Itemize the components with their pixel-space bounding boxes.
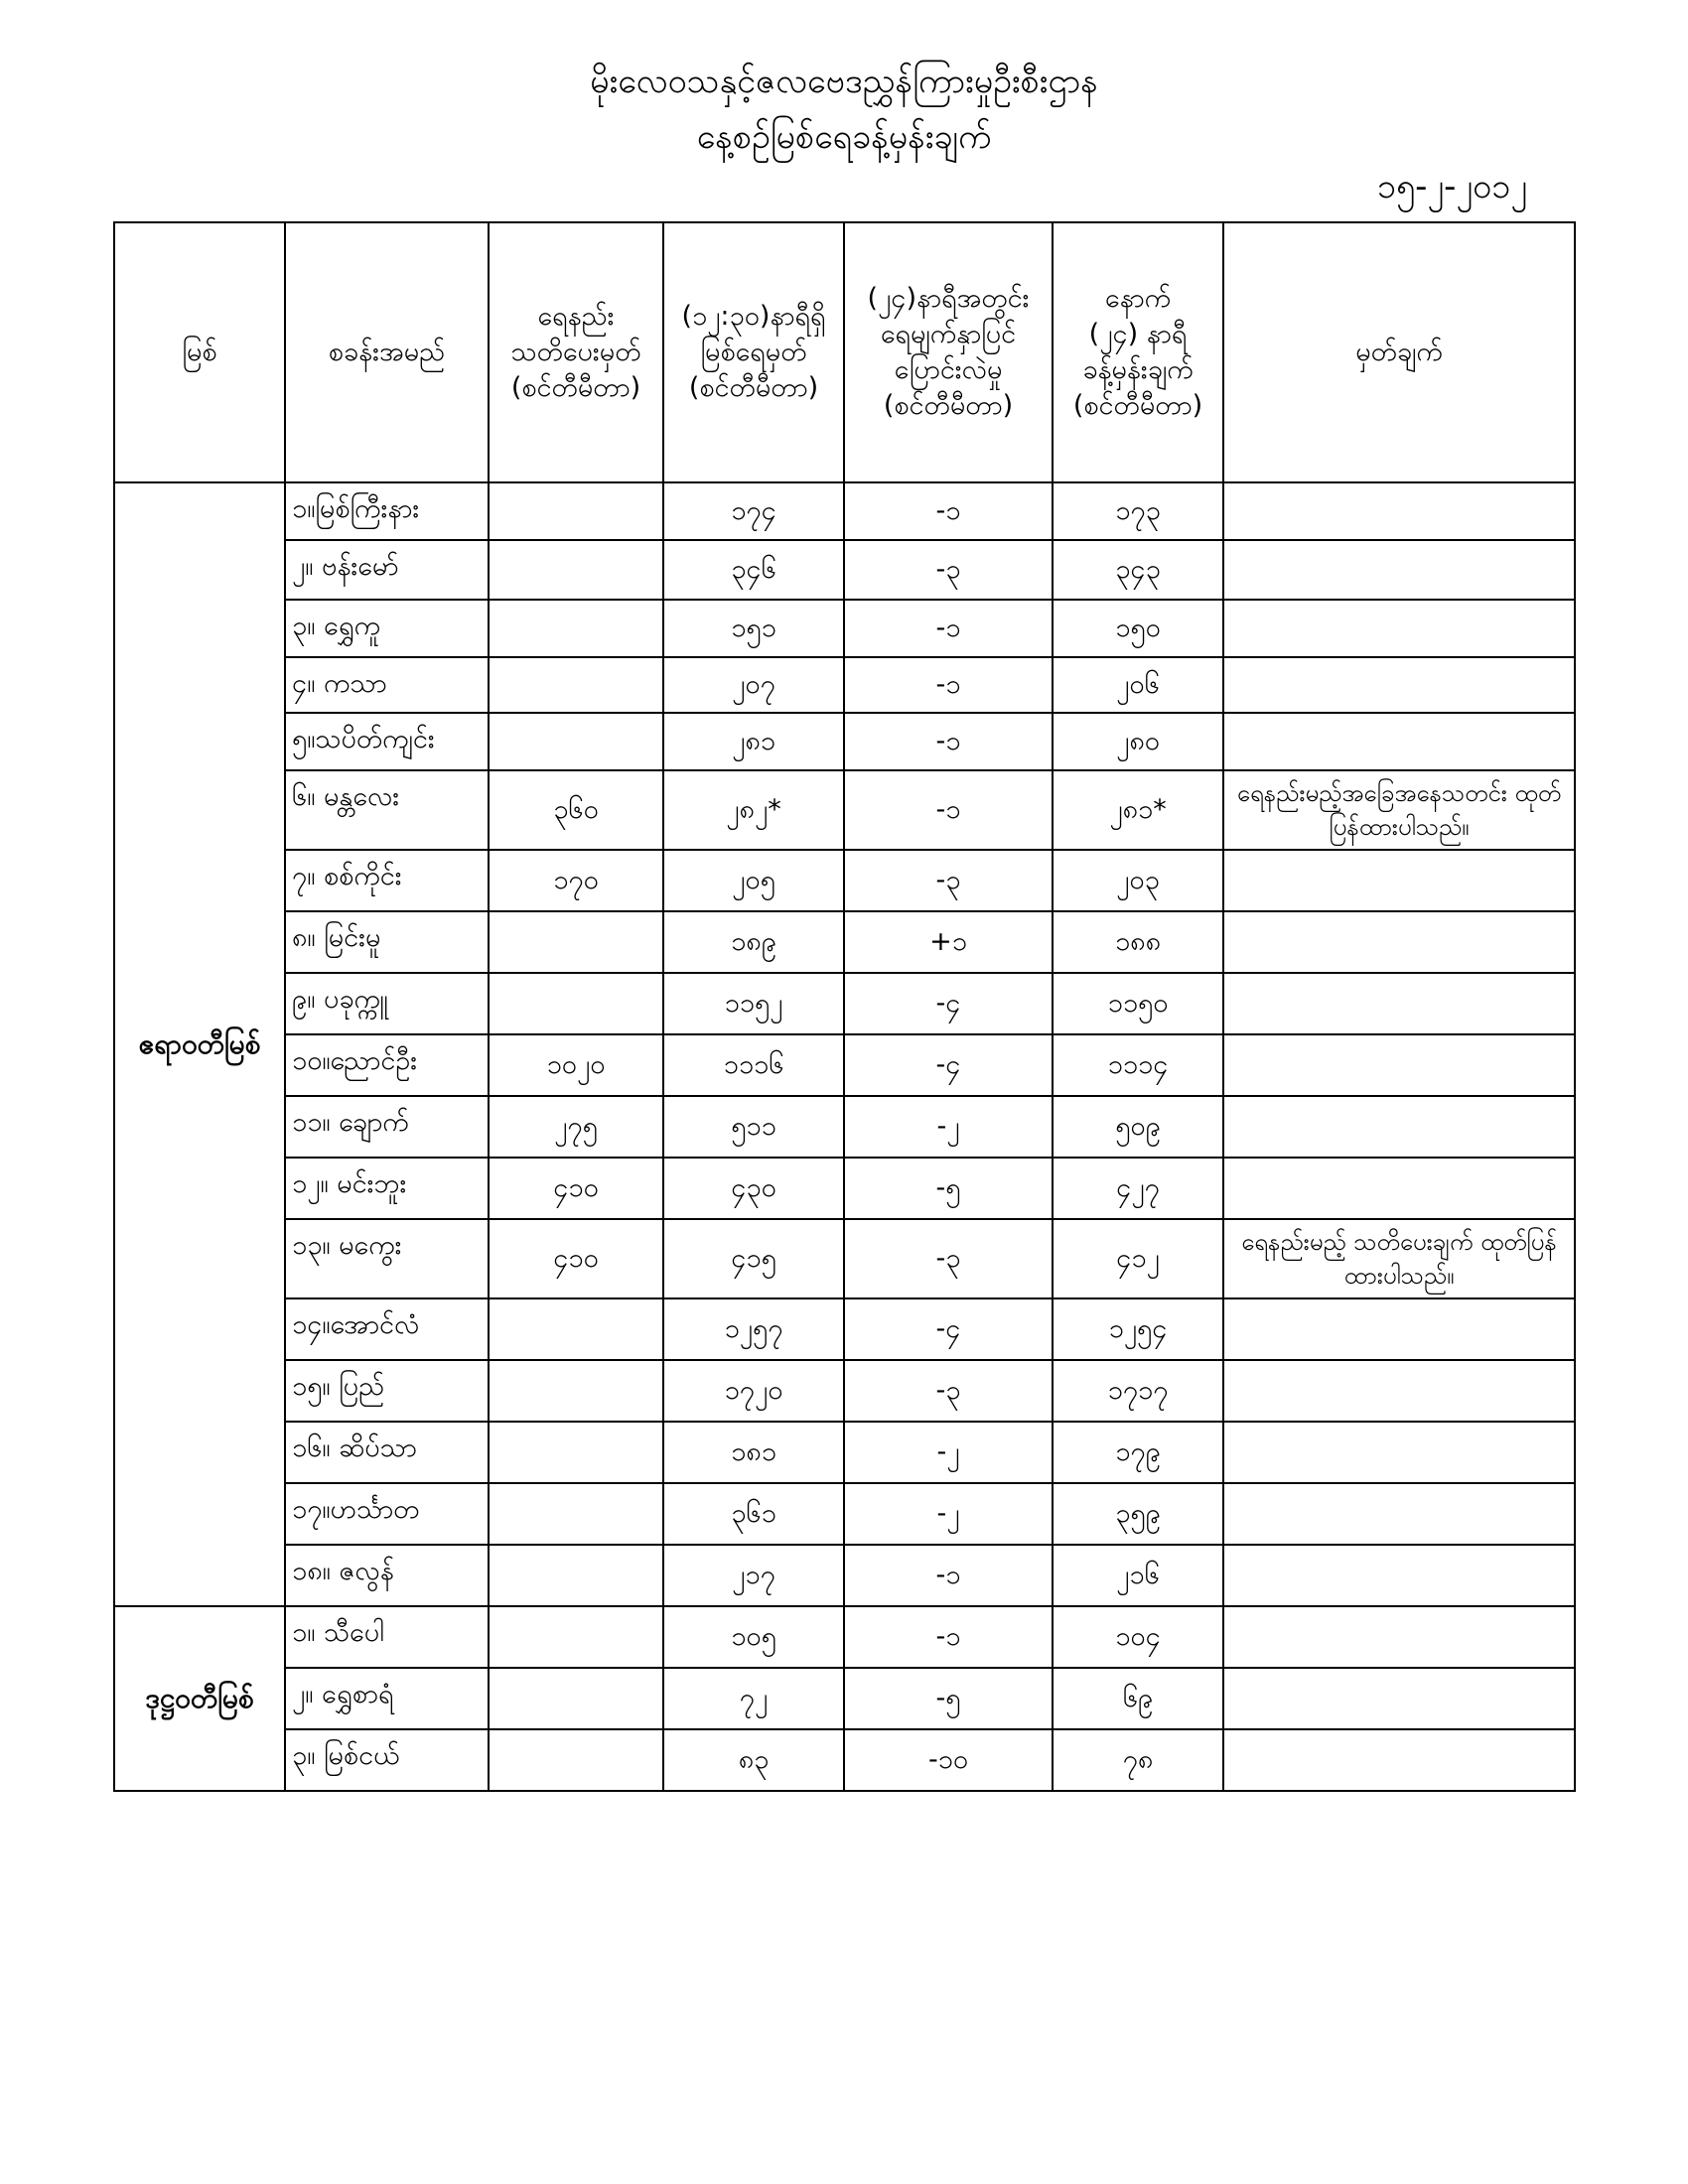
station-name: ၅။သပိတ်ကျင်း <box>285 713 489 770</box>
water-level: ၁၂၅၇ <box>663 1298 844 1360</box>
table-row <box>114 540 1575 600</box>
water-level: ၂၈၂* <box>663 770 844 850</box>
table-row <box>114 482 1575 540</box>
level-change: -၃ <box>844 850 1053 911</box>
table-header-row <box>114 222 1575 482</box>
level-forecast: ၂၀၃ <box>1053 850 1223 911</box>
water-level: ၁၈၉ <box>663 911 844 973</box>
header-line: (၂၄) နာရီ <box>1088 319 1188 349</box>
level-change: -၁ <box>844 770 1053 850</box>
station-name: ၁။မြစ်ကြီးနား <box>285 482 489 540</box>
level-forecast: ၁၂၅၄ <box>1053 1298 1223 1360</box>
header-line: (စင်တီမီတာ) <box>1072 390 1203 421</box>
low-water-warning <box>489 482 663 540</box>
station-name: ၈။ မြင်းမူ <box>285 911 489 973</box>
remark <box>1223 482 1575 540</box>
col-header-river <box>114 222 285 482</box>
water-level: ၁၀၅ <box>663 1606 844 1668</box>
level-forecast: ၂၁၆ <box>1053 1545 1223 1606</box>
remark <box>1223 911 1575 973</box>
table-row <box>114 973 1575 1034</box>
level-change: +၁ <box>844 911 1053 973</box>
level-change: -၁၀ <box>844 1729 1053 1791</box>
low-water-warning <box>489 1668 663 1729</box>
station-name: ၃။ မြစ်ငယ် <box>285 1729 489 1791</box>
water-level: ၁၇၄ <box>663 482 844 540</box>
level-change: -၃ <box>844 1360 1053 1422</box>
level-forecast: ၁၈၈ <box>1053 911 1223 973</box>
header-line: နောက် <box>1104 283 1172 314</box>
station-name: ၁၂။ မင်းဘူး <box>285 1158 489 1219</box>
level-change: -၃ <box>844 540 1053 600</box>
level-forecast: ၁၁၁၄ <box>1053 1034 1223 1096</box>
header-line: မှတ်ချက် <box>1355 337 1443 367</box>
header-line: သတိပေးမှတ် <box>510 337 641 367</box>
table-body <box>114 482 1575 1791</box>
report-date: ၁၅-၂-၂၀၁၂ <box>1376 167 1527 206</box>
level-change: -၂ <box>844 1096 1053 1158</box>
low-water-warning <box>489 1545 663 1606</box>
low-water-warning <box>489 1298 663 1360</box>
table-row <box>114 1668 1575 1729</box>
header-line: စခန်းအမည် <box>328 337 446 367</box>
remark <box>1223 540 1575 600</box>
level-change: -၅ <box>844 1158 1053 1219</box>
table-row <box>114 713 1575 770</box>
water-level: ၂၀၅ <box>663 850 844 911</box>
level-forecast: ၁၇၃ <box>1053 482 1223 540</box>
table-row <box>114 1729 1575 1791</box>
col-header-station <box>285 222 489 482</box>
water-level: ၂၁၇ <box>663 1545 844 1606</box>
header-line: (၂၄)နာရီအတွင်း <box>867 283 1030 314</box>
remark <box>1223 973 1575 1034</box>
table-row <box>114 1219 1575 1298</box>
header-line: ပြောင်းလဲမှု <box>894 354 1003 385</box>
level-forecast: ၃၅၉ <box>1053 1483 1223 1545</box>
header-line: (၁၂:၃၀)နာရီရှိ <box>681 301 826 332</box>
low-water-warning <box>489 600 663 657</box>
water-level: ၁၅၁ <box>663 600 844 657</box>
col-header-24h-forecast <box>1053 222 1223 482</box>
col-header-remarks <box>1223 222 1575 482</box>
water-level: ၁၁၅၂ <box>663 973 844 1034</box>
station-name: ၇။ စစ်ကိုင်း <box>285 850 489 911</box>
level-change: -၂ <box>844 1422 1053 1483</box>
remark <box>1223 850 1575 911</box>
level-forecast: ၁၇၉ <box>1053 1422 1223 1483</box>
water-level: ၄၁၅ <box>663 1219 844 1298</box>
remark <box>1223 1668 1575 1729</box>
remark <box>1223 1545 1575 1606</box>
level-change: -၅ <box>844 1668 1053 1729</box>
table-row <box>114 1034 1575 1096</box>
remark: ရေနည်းမည့်အခြေအနေသတင်း ထုတ်ပြန်ထားပါသည်။ <box>1223 770 1575 850</box>
document-title: မိုးလေဝသနှင့်ဇလဗေဒညွှန်ကြားမှုဦးစီးဌာန <box>590 62 1098 101</box>
station-name: ၄။ ကသာ <box>285 657 489 713</box>
low-water-warning <box>489 657 663 713</box>
level-change: -၂ <box>844 1483 1053 1545</box>
level-forecast: ၁၀၄ <box>1053 1606 1223 1668</box>
remark <box>1223 1298 1575 1360</box>
table-row <box>114 600 1575 657</box>
low-water-warning <box>489 1483 663 1545</box>
station-name: ၃။ ရွှေကူ <box>285 600 489 657</box>
low-water-warning <box>489 1422 663 1483</box>
remark <box>1223 1360 1575 1422</box>
remark <box>1223 1606 1575 1668</box>
table-row <box>114 1545 1575 1606</box>
level-forecast: ၆၉ <box>1053 1668 1223 1729</box>
river-name: ဒုဋ္ဌဝတီမြစ် <box>114 1606 285 1791</box>
remark <box>1223 1096 1575 1158</box>
water-level: ၄၃၀ <box>663 1158 844 1219</box>
station-name: ၂။ ရွှေစာရံ <box>285 1668 489 1729</box>
low-water-warning: ၁၀၂၀ <box>489 1034 663 1096</box>
table-row <box>114 1096 1575 1158</box>
station-name: ၁၃။ မကွေး <box>285 1219 489 1298</box>
table-row <box>114 1422 1575 1483</box>
water-level: ၇၂ <box>663 1668 844 1729</box>
header-line: (စင်တီမီတာ) <box>883 390 1014 421</box>
river-name: ဧရာဝတီမြစ် <box>114 482 285 1606</box>
water-level: ၅၁၁ <box>663 1096 844 1158</box>
remark <box>1223 1158 1575 1219</box>
remark <box>1223 1483 1575 1545</box>
water-level: ၂၈၁ <box>663 713 844 770</box>
low-water-warning <box>489 973 663 1034</box>
low-water-warning <box>489 1729 663 1791</box>
table-row <box>114 1606 1575 1668</box>
level-forecast: ၂၀၆ <box>1053 657 1223 713</box>
level-change: -၁ <box>844 600 1053 657</box>
station-name: ၁၈။ ဇလွန် <box>285 1545 489 1606</box>
water-level: ၃၆၁ <box>663 1483 844 1545</box>
level-forecast: ၂၈၀ <box>1053 713 1223 770</box>
station-name: ၁၆။ ဆိပ်သာ <box>285 1422 489 1483</box>
low-water-warning <box>489 1606 663 1668</box>
header-line: ရေမျက်နှာပြင် <box>880 319 1017 349</box>
level-change: -၄ <box>844 1298 1053 1360</box>
water-level: ၁၈၁ <box>663 1422 844 1483</box>
level-forecast: ၁၇၁၇ <box>1053 1360 1223 1422</box>
level-forecast: ၁၅၀ <box>1053 600 1223 657</box>
level-change: -၄ <box>844 1034 1053 1096</box>
header-line: (စင်တီမီတာ) <box>688 372 819 403</box>
low-water-warning <box>489 911 663 973</box>
header-line: မြစ်ရေမှတ် <box>700 337 807 367</box>
remark: ရေနည်းမည့် သတိပေးချက် ထုတ်ပြန်ထားပါသည်။ <box>1223 1219 1575 1298</box>
level-change: -၁ <box>844 713 1053 770</box>
level-forecast: ၃၄၃ <box>1053 540 1223 600</box>
table-row <box>114 1298 1575 1360</box>
remark <box>1223 1729 1575 1791</box>
col-header-low-warning <box>489 222 663 482</box>
level-change: -၁ <box>844 482 1053 540</box>
level-change: -၁ <box>844 1545 1053 1606</box>
station-name: ၁၁။ ချောက် <box>285 1096 489 1158</box>
header-line: ရေနည်း <box>537 301 615 332</box>
remark <box>1223 657 1575 713</box>
low-water-warning <box>489 1360 663 1422</box>
level-forecast: ၅၀၉ <box>1053 1096 1223 1158</box>
station-name: ၆။ မန္တလေး <box>285 770 489 850</box>
level-forecast: ၁၁၅၀ <box>1053 973 1223 1034</box>
station-name: ၂။ ဗန်းမော် <box>285 540 489 600</box>
low-water-warning: ၃၆၀ <box>489 770 663 850</box>
station-name: ၁၀။ညောင်ဦး <box>285 1034 489 1096</box>
remark <box>1223 1422 1575 1483</box>
level-change: -၃ <box>844 1219 1053 1298</box>
station-name: ၁၄။အောင်လံ <box>285 1298 489 1360</box>
level-change: -၁ <box>844 1606 1053 1668</box>
header-line: (စင်တီမီတာ) <box>510 372 641 403</box>
remark <box>1223 1034 1575 1096</box>
water-level: ၃၄၆ <box>663 540 844 600</box>
station-name: ၉။ ပခုက္ကူ <box>285 973 489 1034</box>
col-header-water-level <box>663 222 844 482</box>
table-row <box>114 1158 1575 1219</box>
water-level: ၁၁၁၆ <box>663 1034 844 1096</box>
document-subtitle: နေ့စဉ်မြစ်ရေခန့်မှန်းချက် <box>696 117 992 157</box>
table-row <box>114 1483 1575 1545</box>
header-line: ခန့်မှန်းချက် <box>1082 354 1194 385</box>
level-forecast: ၄၁၂ <box>1053 1219 1223 1298</box>
low-water-warning: ၄၁၀ <box>489 1219 663 1298</box>
remark <box>1223 713 1575 770</box>
level-change: -၁ <box>844 657 1053 713</box>
low-water-warning: ၁၇၀ <box>489 850 663 911</box>
water-level: ၂၀၇ <box>663 657 844 713</box>
station-name: ၁။ သီပေါ <box>285 1606 489 1668</box>
table-row <box>114 911 1575 973</box>
low-water-warning: ၂၇၅ <box>489 1096 663 1158</box>
table-row <box>114 850 1575 911</box>
level-forecast: ၄၂၇ <box>1053 1158 1223 1219</box>
remark <box>1223 600 1575 657</box>
water-level: ၁၇၂၀ <box>663 1360 844 1422</box>
low-water-warning: ၄၁၀ <box>489 1158 663 1219</box>
low-water-warning <box>489 540 663 600</box>
col-header-24h-change <box>844 222 1053 482</box>
table-row <box>114 657 1575 713</box>
level-change: -၄ <box>844 973 1053 1034</box>
water-level: ၈၃ <box>663 1729 844 1791</box>
low-water-warning <box>489 713 663 770</box>
level-forecast: ၇၈ <box>1053 1729 1223 1791</box>
river-forecast-table <box>113 221 1576 1792</box>
table-row <box>114 1360 1575 1422</box>
table-row <box>114 770 1575 850</box>
station-name: ၁၅။ ပြည် <box>285 1360 489 1422</box>
level-forecast: ၂၈၁* <box>1053 770 1223 850</box>
header-line: မြစ် <box>182 337 217 367</box>
station-name: ၁၇။ဟင်္သာတ <box>285 1483 489 1545</box>
